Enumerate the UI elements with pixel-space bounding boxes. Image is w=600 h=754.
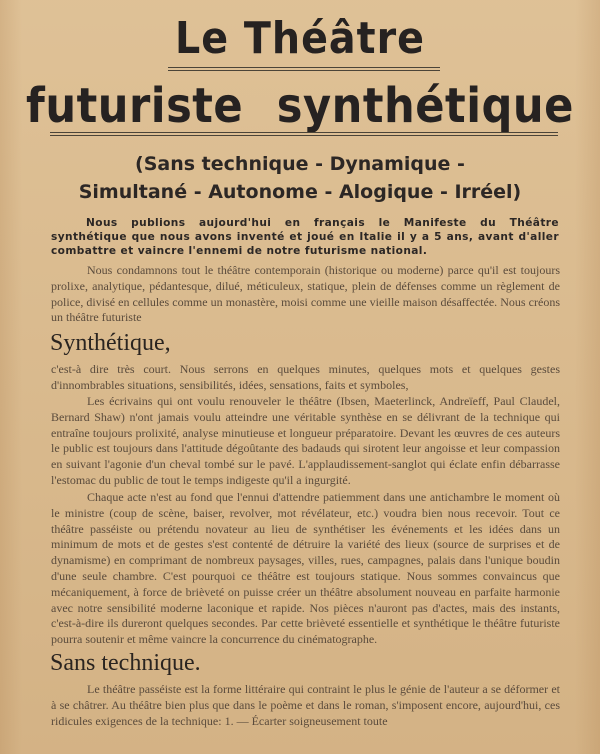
section-1-paragraph-3: Chaque acte n'est au fond que l'ennui d'attendre patiemment dans une antichambre le moment où le ministre (coup de scène, baiser, revolver, mot révélateur, etc.) voudra bien nous recevoir. Tout ce théâtre passéiste ou prétendu novateur au lieu de synthétiser les événements et les idées dans un minimum de mots et de gestes s'est contenté de détruire la variété des lieux (source de surprises et de dynamisme) en comprimant de nombreux paysages, villes, rues, campagnes, palais dans l'unique boudin d'une seule chambre. C'est pourquoi ce théâtre est toujours statique. Nous sommes convaincus que mécaniquement, à force de brièveté on puisse créer un théâtre absolument nouveau en parfaite harmonie avec notre sensibilité moderne laconique et rapide. Nos pièces n'auront pas d'actes, mais des instants, c'est-à-dire ils dureront quelques secondes. Par cette brièveté essentielle et synthétique le théâtre futuriste pourra soutenir et même vaincre la concurrence du cinématographe. — [51, 490, 560, 647]
opening-paragraph: Nous condamnons tout le théâtre contemporain (historique ou moderne) parce qu'il est toujours prolixe, analytique, pédantesque, dilué, méticuleux, statique, plein de défenses comme un règlement de police, divisé en cellules comme un monastère, moisi comme une vieille maison désaffectée. Nous créons un théâtre futuriste — [51, 263, 560, 325]
section-heading-synthetique: Synthétique, — [50, 330, 171, 356]
intro-paragraph: Nous publions aujourd'hui en français le Manifeste du Théâtre synthétique que nous avons inventé et joué en Italie il y a 5 ans, avant d'aller combattre et vaincre l'ennemi de notre futurisme national. — [51, 217, 559, 257]
section-1-paragraph-2: Les écrivains qui ont voulu renouveler le théâtre (Ibsen, Maeterlinck, Andreïeff, Paul Claudel, Bernard Shaw) n'ont jamais voulu atteindre une véritable synthèse en se délivrant de la technique qui entraîne toujours prolixité, analyse minutieuse et longueur préparatoire. Devant les œuvres de ces auteurs le public est toujours dans l'attitude dégoûtante des badauds qui sirotent leur angoisse et leur compassion en suivant l'agonie d'un cheval tombé sur le pavé. L'applaudissement-sanglot qui éclate enfin débarrasse l'estomac du public de tout le temps indigeste qu'il a ingurgité. — [51, 394, 560, 487]
section-2-paragraph-1: Le théâtre passéiste est la forme littéraire qui contraint le plus le génie de l'auteur a se déformer et à se châtrer. Au théâtre bien plus que dans le poème et dans le roman, s'imposent encore, aujourd'hui, ces ridicules exigences de la technique: 1. — Écarter soigneusement toute — [51, 682, 560, 728]
section-heading-sans-technique: Sans technique. — [50, 650, 201, 676]
subtitle — [0, 150, 600, 206]
title-line-1: Le Théâtre — [175, 13, 425, 64]
subtitle-line-1: (Sans technique - Dynamique - — [135, 153, 465, 175]
title-rule-bottom-double — [50, 135, 558, 136]
title-rule-top-double — [168, 70, 440, 71]
subtitle-line-2: Simultané - Autonome - Alogique - Irréel) — [78, 181, 522, 203]
title-rule-top — [168, 67, 440, 68]
title-line-2: futuriste synthétique — [26, 78, 574, 134]
title-rule-bottom — [50, 132, 558, 133]
section-1-paragraph-1: c'est-à dire très court. Nous serrons en quelques minutes, quelques mots et quelques gestes d'innombrables situations, sensibilités, idées, sensations, faits et symboles, — [51, 362, 560, 392]
